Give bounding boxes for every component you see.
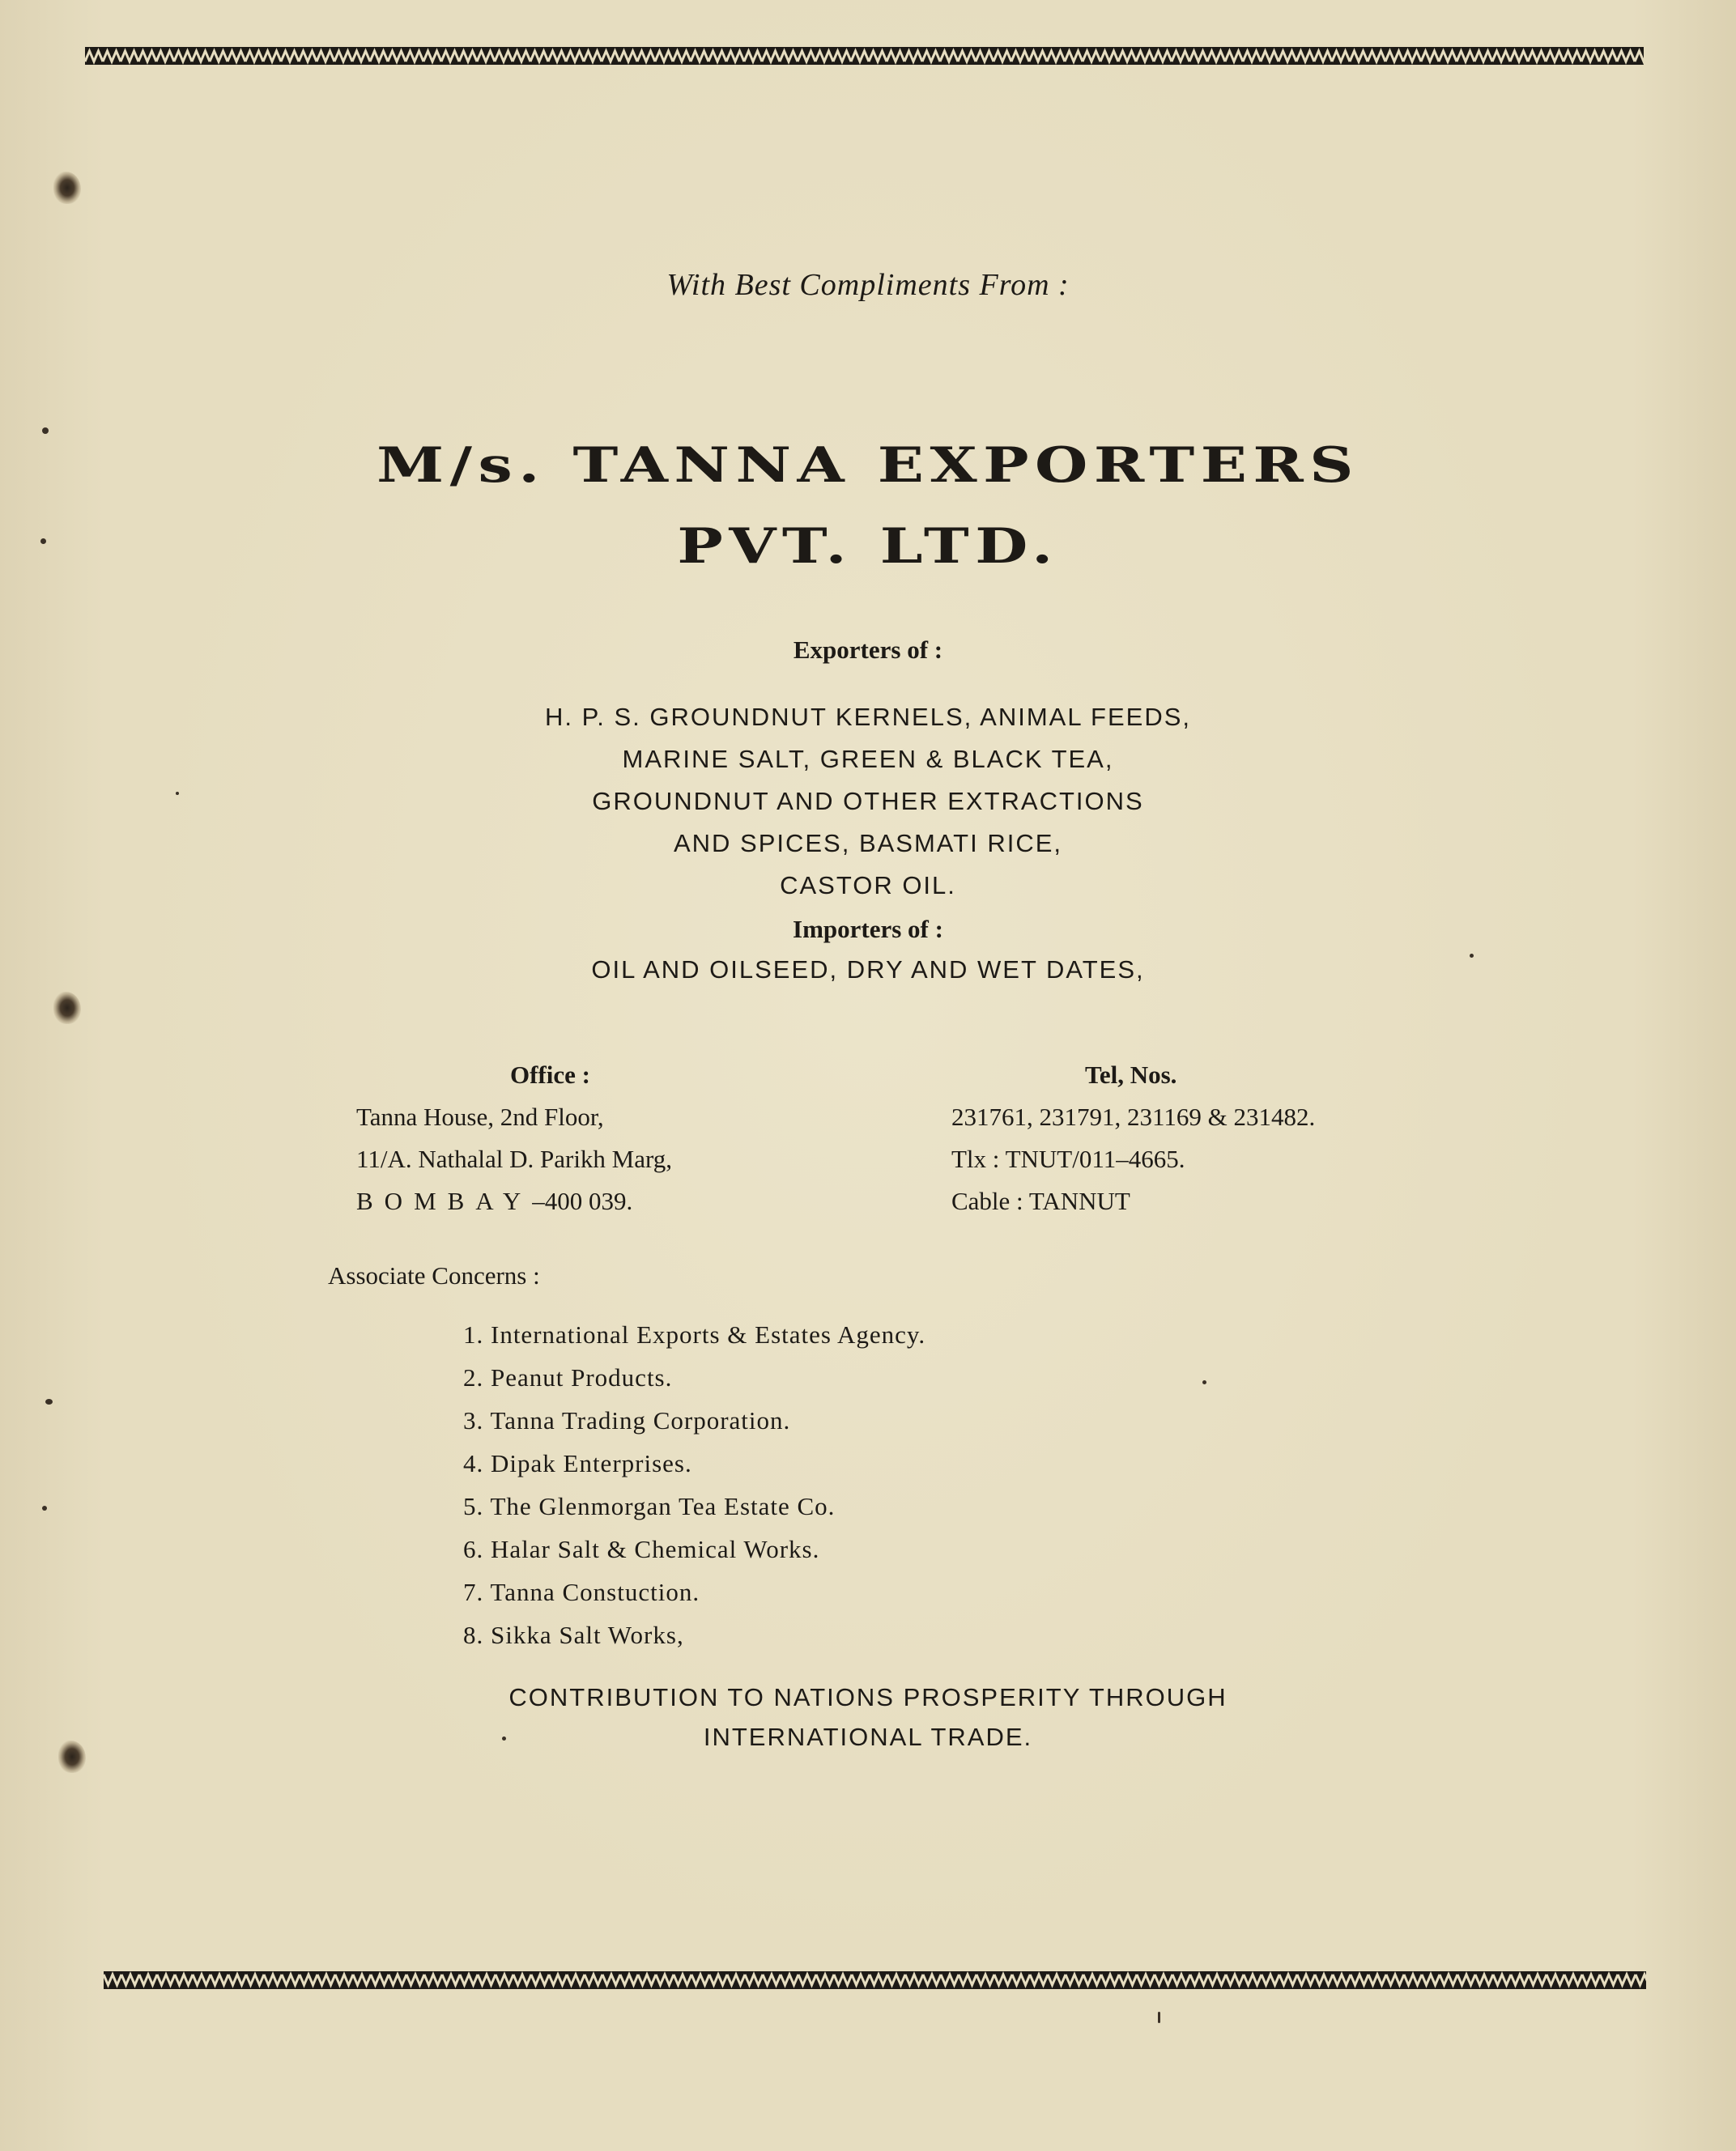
firm-name-line1: M/s. TANNA EXPORTERS xyxy=(377,437,1359,494)
list-item: 5. The Glenmorgan Tea Estate Co. xyxy=(463,1492,836,1520)
telephone-numbers: 231761, 231791, 231169 & 231482. xyxy=(951,1103,1316,1131)
motto-line: CONTRIBUTION TO NATIONS PROSPERITY THROUGH xyxy=(508,1683,1228,1711)
paper-speck xyxy=(42,427,49,434)
top-decorative-border xyxy=(85,45,1644,66)
paper-speck xyxy=(502,1737,506,1741)
import-products-line: OIL AND OILSEED, DRY AND WET DATES, xyxy=(591,955,1145,984)
associate-concerns-list xyxy=(463,1313,925,1656)
compliments-line: With Best Compliments From : xyxy=(666,268,1070,302)
punch-hole-mark xyxy=(53,992,81,1024)
list-item: 7. Tanna Constuction. xyxy=(463,1578,700,1606)
office-address-line: Tanna House, 2nd Floor, xyxy=(356,1103,604,1131)
firm-name-line2: PVT. LTD. xyxy=(677,518,1059,575)
cable-address: Cable : TANNUT xyxy=(951,1187,1130,1215)
motto-line: INTERNATIONAL TRADE. xyxy=(703,1723,1033,1751)
paper-speck xyxy=(1202,1380,1206,1384)
paper-speck xyxy=(40,538,46,544)
export-line: MARINE SALT, GREEN & BLACK TEA, xyxy=(622,745,1114,773)
export-line: GROUNDNUT AND OTHER EXTRACTIONS xyxy=(592,787,1144,815)
motto xyxy=(0,1677,1736,1757)
office-address-line: 11/A. Nathalal D. Parikh Marg, xyxy=(356,1145,673,1173)
bottom-decorative-border xyxy=(104,1970,1646,1991)
paper-speck xyxy=(176,792,179,795)
importers-label: Importers of : xyxy=(793,915,943,943)
office-city: BOMBAY xyxy=(356,1187,533,1215)
punch-hole-mark xyxy=(58,1741,86,1773)
export-products-list xyxy=(0,696,1736,907)
office-city-line xyxy=(356,1180,672,1222)
telex-number: Tlx : TNUT/011–4665. xyxy=(951,1145,1185,1173)
list-item: 2. Peanut Products. xyxy=(463,1363,673,1392)
contact-block xyxy=(951,1054,1315,1222)
list-item: 6. Halar Salt & Chemical Works. xyxy=(463,1535,820,1563)
export-line: H. P. S. GROUNDNUT KERNELS, ANIMAL FEEDS, xyxy=(544,703,1192,731)
list-item: 8. Sikka Salt Works, xyxy=(463,1621,684,1649)
paper-speck xyxy=(42,1506,47,1511)
paper-speck xyxy=(1470,954,1474,958)
list-item: 3. Tanna Trading Corporation. xyxy=(463,1406,791,1435)
associate-concerns-label: Associate Concerns : xyxy=(328,1261,540,1290)
list-item: 1. International Exports & Estates Agency. xyxy=(463,1320,926,1349)
export-line: CASTOR OIL. xyxy=(780,871,956,899)
export-line: AND SPICES, BASMATI RICE, xyxy=(673,829,1063,857)
office-pin: –400 039. xyxy=(532,1187,633,1215)
telephone-heading: Tel, Nos. xyxy=(1085,1061,1177,1089)
office-address-block xyxy=(356,1054,672,1222)
paper-speck xyxy=(45,1399,53,1405)
paper-speck xyxy=(1158,2012,1160,2023)
punch-hole-mark xyxy=(53,172,81,204)
office-heading: Office : xyxy=(510,1061,590,1089)
exporters-label: Exporters of : xyxy=(793,636,943,664)
list-item: 4. Dipak Enterprises. xyxy=(463,1449,692,1477)
